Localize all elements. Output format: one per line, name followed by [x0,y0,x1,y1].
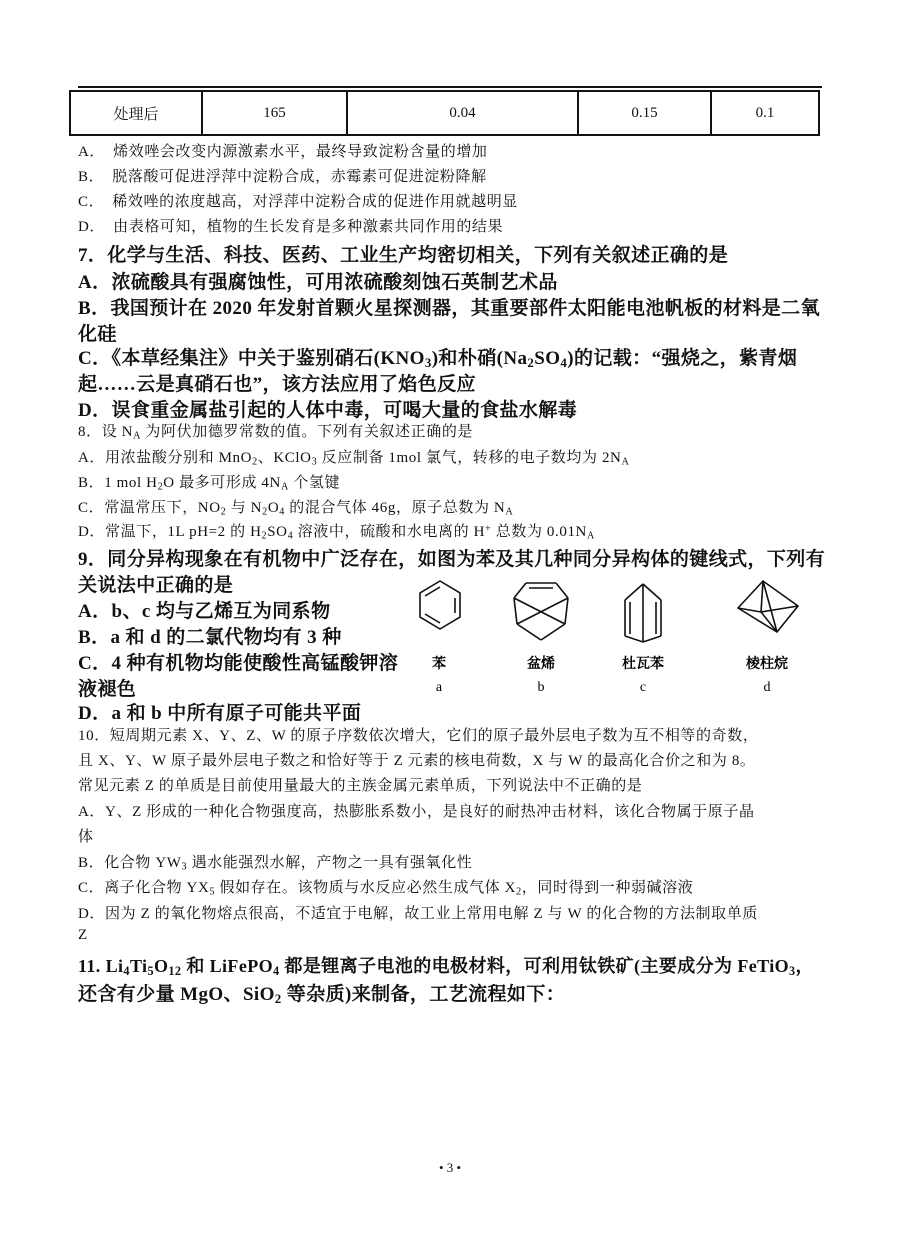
q9-option-d: D．a 和 b 中所有原子可能共平面 [78,703,362,724]
q9-stem: 9．同分异构现象在有机物中广泛存在，如图为苯及其几种同分异构体的键线式，下列有 [78,549,826,570]
q6-option-d: D． 由表格可知，植物的生长发育是多种激素共同作用的结果 [78,219,504,235]
q11-stem-1: 11. $Li_4Ti_5O_{12}$ 和 LiFePO$_4$ 都是锂离子电池的电极材料，可利用钛铁矿(主要成分为 FeTiO$_3$， [78,956,814,979]
q10-option-b: B．化合物 $YW_3$ 遇水能强烈水解，产物之一具有强氧化性 [78,855,473,873]
q10-option-a-cont: 体 [78,829,94,845]
fig-letter-b: b [537,680,545,695]
top-rule [78,86,822,88]
q10-stem-3: 常见元素 Z 的单质是目前使用量最大的主族金属元素单质，下列说法中不正确的是 [78,778,643,794]
isomer-structure-figure [405,576,825,700]
q10-option-a: A．Y、Z 形成的一种化合物强度高，热膨胀系数小，是良好的耐热冲击材料，该化合物属于原子晶 [78,804,755,820]
table-cell: 0.1 [711,91,819,135]
data-table [69,90,820,136]
table-cell: 处理后 [70,91,202,135]
q6-option-a: A． 烯效唑会改变内源激素水平，最终导致淀粉含量的增加 [78,144,488,160]
benzene-structure [420,581,460,629]
q7-option-c-cont: 起……云是真硝石也”，该方法应用了焰色反应 [78,374,476,395]
table-cell: 165 [202,91,347,135]
prismane-structure [738,581,798,632]
fig-name-c: 杜瓦苯 [622,656,664,672]
q8-option-d: D．常温下，1L pH=2 的 $H_2SO_4$ 溶液中，硫酸和水电离的 H+ 总数为 $0.01N_A$ [78,523,595,542]
q8-option-a: A．用浓盐酸分别和 MnO$_2$、KClO$_3$ 反应制备 1mol 氯气，转移的电子数均为 $2N_A$ [78,450,630,468]
q9-option-a: A．b、c 均与乙烯互为同系物 [78,601,331,622]
q7-stem: 7．化学与生活、科技、医药、工业生产均密切相关，下列有关叙述正确的是 [78,245,729,266]
q7-option-b-cont: 化硅 [78,324,117,345]
dewar-benzene-structure [625,584,661,642]
fig-name-a: 苯 [432,656,446,672]
fig-letter-d: d [763,680,771,695]
table-row [70,91,819,135]
table-cell: 0.15 [578,91,711,135]
benzvalene-structure [514,583,568,640]
q9-stem-cont: 关说法中正确的是 [78,575,234,596]
q9-option-c-cont: 液褪色 [78,679,137,700]
q11-stem-2: 还含有少量 MgO、SiO$_2$ 等杂质)来制备，工艺流程如下： [78,984,566,1007]
q7-option-c: C．《本草经集注》中关于鉴别硝石$(KNO_3)$和朴硝$(Na_2SO_4)$的记载：“强烧之，紫青烟 [78,348,798,371]
fig-name-b: 盆烯 [527,656,555,672]
q8-stem: 8．设 $N_A$ 为阿伏加德罗常数的值。下列有关叙述正确的是 [78,424,474,442]
q10-option-d-cont: Z [78,927,88,943]
q10-stem-2: 且 X、Y、W 原子最外层电子数之和恰好等于 Z 元素的核电荷数，X 与 W 的最高化合价之和为 8。 [78,753,756,769]
table-cell: 0.04 [347,91,578,135]
q7-option-a: A．浓硫酸具有强腐蚀性，可用浓硫酸刻蚀石英制艺术品 [78,272,558,293]
q10-option-d: D．因为 Z 的氧化物熔点很高，不适宜于电解，故工业上常用电解 Z 与 W 的化合物的方法制取单质 [78,906,758,922]
q9-option-b: B．a 和 d 的二氯代物均有 3 种 [78,627,342,648]
fig-letter-a: a [435,680,443,695]
q8-option-c: C．常温常压下，$NO_2$ 与 $N_2O_4$ 的混合气体 46g，原子总数为 $N_A$ [78,500,514,518]
q9-option-c: C．4 种有机物均能使酸性高锰酸钾溶 [78,653,399,674]
q7-option-b: B．我国预计在 2020 年发射首颗火星探测器，其重要部件太阳能电池帆板的材料是二氧 [78,298,820,319]
page-number: • 3 • [438,1160,462,1175]
fig-name-d: 棱柱烷 [746,656,788,672]
q10-stem-1: 10．短周期元素 X、Y、Z、W 的原子序数依次增大，它们的原子最外层电子数为互不相等的奇数， [78,728,759,744]
q7-option-d: D．误食重金属盐引起的人体中毒，可喝大量的食盐水解毒 [78,400,578,421]
q10-option-c: C．离子化合物 $YX_5$ 假如存在。该物质与水反应必然生成气体 $X_2$，同时得到一种弱碱溶液 [78,880,694,898]
fig-letter-c: c [639,680,647,695]
q6-option-b: B． 脱落酸可促进浮萍中淀粉合成，赤霉素可促进淀粉降解 [78,169,487,185]
q6-option-c: C． 稀效唑的浓度越高，对浮萍中淀粉合成的促进作用就越明显 [78,194,518,210]
q8-option-b: B．1 mol $H_2O$ 最多可形成 $4N_A$ 个氢键 [78,475,341,493]
